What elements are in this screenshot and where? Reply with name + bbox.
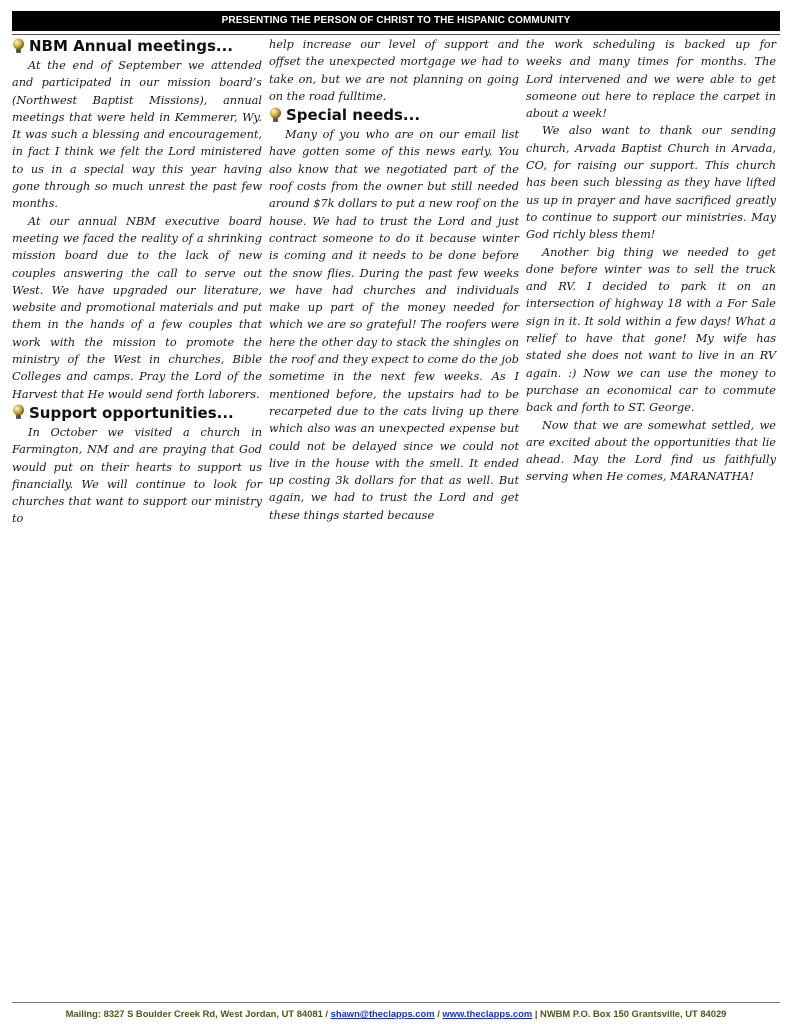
- lightbulb-icon: [269, 107, 282, 124]
- column-3: [526, 36, 776, 486]
- column-2: [269, 36, 519, 524]
- nwbm-address: NWBM P.O. Box 150 Grantsville, UT 84029: [540, 1008, 727, 1019]
- lightbulb-icon: [12, 404, 25, 421]
- section-title: Special needs...: [286, 106, 421, 125]
- paragraph: Many of you who are on our email list have gotten some of this news early. You also know that we negotiated part of the roof costs from the owner but still needed around $7k dollars to put a new roof on the house. We had to trust the Lord and just contract someone to do it because winter is coming and it needs to be done before the snow flies. During the past few weeks we have had churches and individuals make up part of the money needed for which we are so grateful! The roofers were here the other day to stack the shingles on the roof and they expect to come do the job sometime in the next few weeks. As I mentioned before, the upstairs had to be recarpeted due to the cats living up there which also was an unexpected expense but could not be delayed since we could not live in the house with the smell. It ended up costing 3k dollars for that as well. But again, we had to trust the Lord and get these things started because: [269, 128, 519, 522]
- section-heading-needs: [269, 105, 519, 125]
- section-heading-annual: [12, 36, 262, 56]
- column-1: [12, 36, 262, 528]
- footer: [12, 1008, 780, 1019]
- separator: |: [534, 1008, 538, 1019]
- paragraph: Another big thing we needed to get done before winter was to sell the truck and RV. I decided to park it on an intersection of highway 18 with a For Sale sign in it. It sold within a few days! What a relief to have that gone! My wife has stated she does not want to live in an RV again. :) Now we can use the money to purchase an economical car to commute back and forth to ST. George.: [526, 245, 776, 415]
- footer-divider: [12, 1002, 780, 1003]
- email-link[interactable]: shawn@theclapps.com: [330, 1008, 435, 1019]
- banner: PRESENTING THE PERSON OF CHRIST TO THE HISPANIC COMMUNITY: [12, 11, 780, 31]
- paragraph: At our annual NBM executive board meeting we faced the reality of a shrinking mission board due to the lack of new couples answering the call to serve out West. We have upgraded our literature, website and promotional materials and put them in the hands of a few couples that work with the mission to promote the ministry of the West in churches, Bible Colleges and camps. Pray the Lord of the Harvest that He would send forth laborers.: [12, 214, 262, 401]
- mailing-address: Mailing: 8327 S Boulder Creek Rd, West Jordan, UT 84081 /: [65, 1008, 329, 1019]
- separator: /: [437, 1008, 440, 1019]
- section-title: Support opportunities...: [29, 403, 234, 422]
- paragraph: At the end of September we attended and participated in our mission board’s (Northwest Baptist Missions), annual meetings that were held in Kemmerer, Wy. It was such a blessing and encouragement, in fact I think we felt the Lord ministered to us in a special way this year having gone through so much unrest the past few months.: [12, 59, 262, 211]
- lightbulb-icon: [12, 38, 25, 55]
- section-heading-support: [12, 403, 262, 423]
- section-title: NBM Annual meetings...: [29, 37, 233, 55]
- paragraph-continued: the work scheduling is backed up for weeks and many times for months. The Lord intervened and we were able to get someone out here to replace the carpet in about a week!: [526, 38, 776, 121]
- paragraph: Now that we are somewhat settled, we are excited about the opportunities that lie ahead. May the Lord find us faithfully serving when He comes, MARANATHA!: [526, 418, 776, 484]
- paragraph: We also want to thank our sending church, Arvada Baptist Church in Arvada, CO, for raising our support. This church has been such blessing as they have lifted us up in prayer and have sacrificed greatly to continue to support our ministries. May God richly bless them!: [526, 124, 776, 242]
- paragraph: In October we visited a church in Farmington, NM and are praying that God would put on their hearts to support us financially. We will continue to look for churches that want to support our ministry to: [12, 425, 262, 526]
- paragraph-continued: help increase our level of support and offset the unexpected mortgage we had to take on, but we are not planning on going on the road fulltime.: [269, 38, 519, 103]
- website-link[interactable]: www.theclapps.com: [442, 1008, 533, 1019]
- banner-divider: [12, 34, 780, 35]
